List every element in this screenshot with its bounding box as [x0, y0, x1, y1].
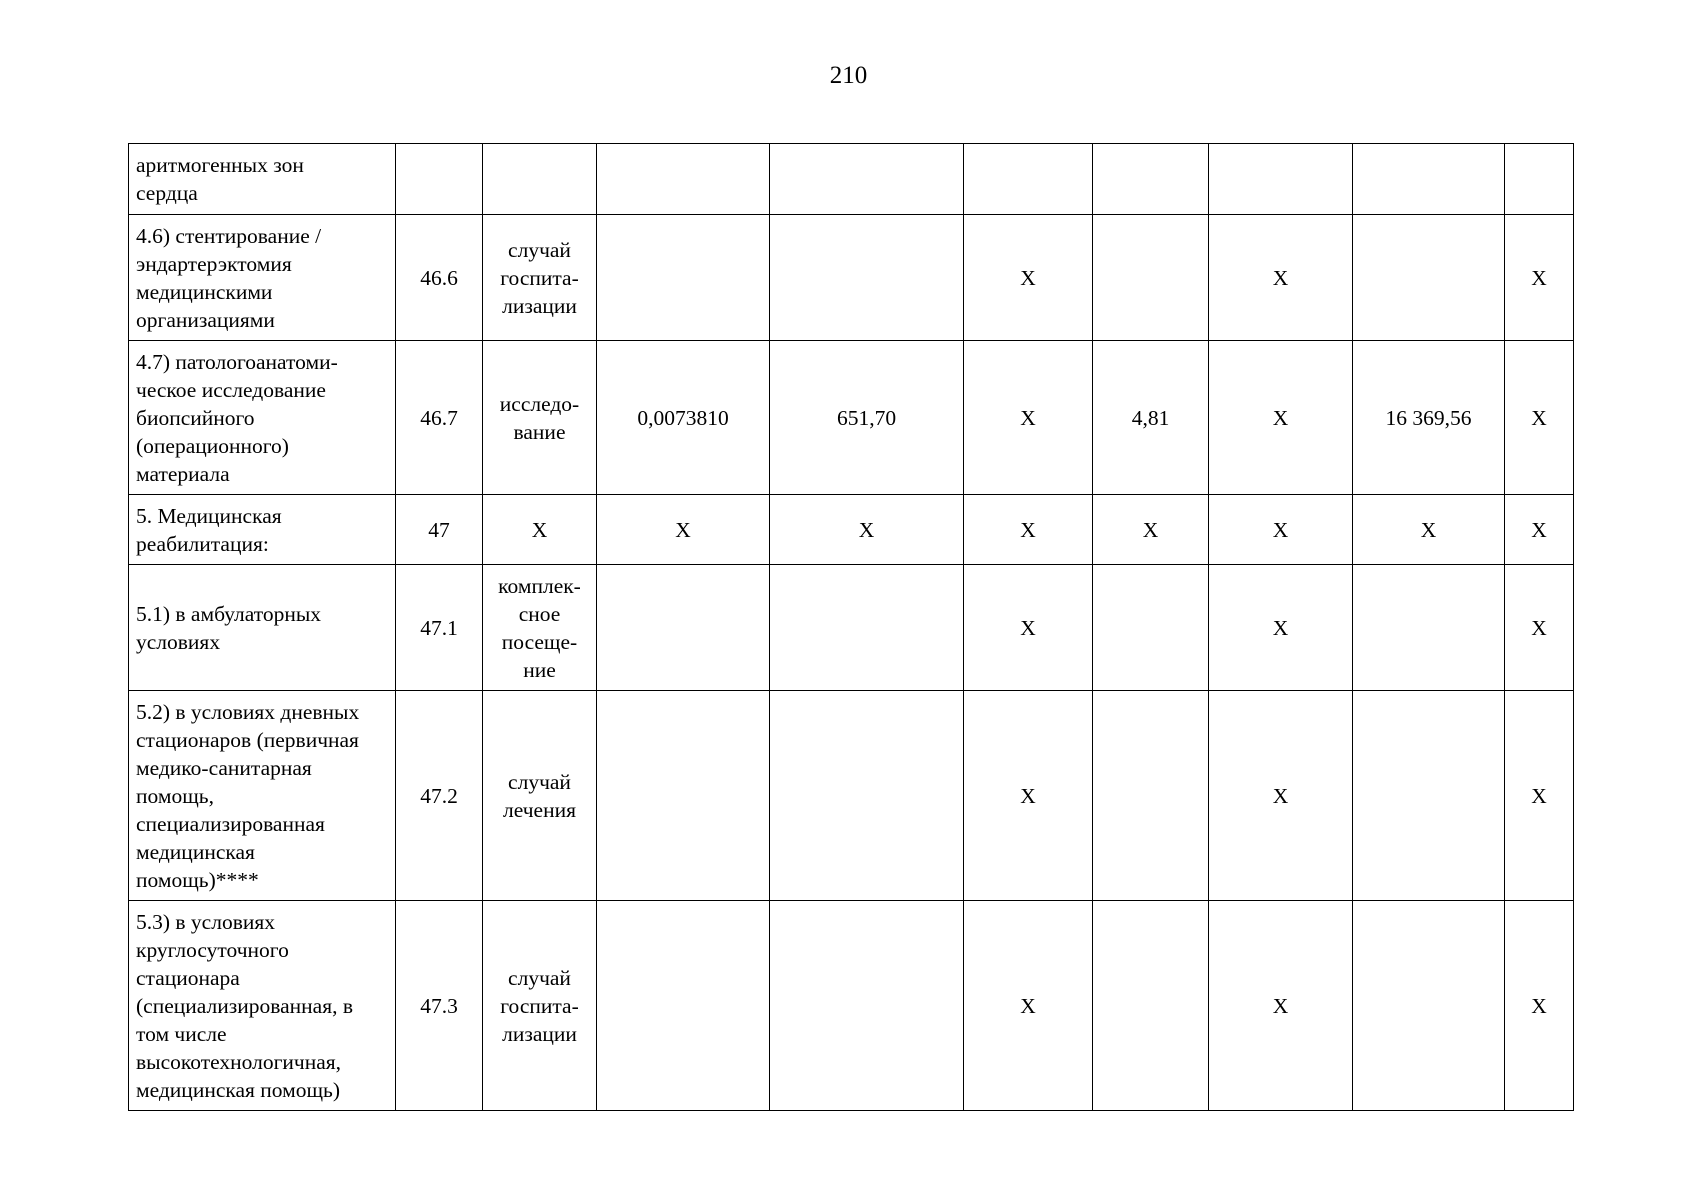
unit: X — [531, 517, 548, 542]
data-cell — [770, 901, 964, 1111]
data-cell — [1353, 901, 1505, 1111]
cell-value: X — [858, 517, 875, 542]
data-cell — [597, 901, 770, 1111]
cell-value: X — [1272, 783, 1289, 808]
row-name-cell — [129, 495, 396, 565]
data-cell — [1505, 565, 1574, 691]
unit-cell — [483, 691, 597, 901]
cell-value: X — [1531, 517, 1547, 542]
row-number-cell — [396, 691, 483, 901]
row-number: 46.7 — [420, 405, 458, 430]
unit-cell — [483, 144, 597, 215]
row-number-cell — [396, 215, 483, 341]
row-name-cell — [129, 901, 396, 1111]
data-cell — [1353, 215, 1505, 341]
table-row — [129, 144, 1574, 215]
cell-value: X — [1531, 615, 1547, 640]
cell-value: X — [1020, 265, 1036, 290]
cell-value: X — [1531, 265, 1547, 290]
data-cell — [964, 565, 1093, 691]
page-number: 210 — [829, 62, 868, 89]
unit: случай госпита- лизации — [500, 237, 579, 318]
data-cell — [1209, 901, 1353, 1111]
cell-value: X — [1142, 517, 1159, 542]
data-cell — [964, 144, 1093, 215]
data-cell — [597, 495, 770, 565]
data-cell — [1093, 144, 1209, 215]
data-cell — [597, 341, 770, 495]
row-name: 5.3) в условиях круглосуточного стационара (специализированная, в том числе высокотехнологичная, медицинская помощь) — [136, 909, 353, 1102]
unit: случай лечения — [503, 769, 576, 822]
data-cell — [964, 341, 1093, 495]
row-name-cell — [129, 565, 396, 691]
data-cell — [1505, 341, 1574, 495]
row-number: 47.1 — [420, 615, 458, 640]
cell-value: X — [1531, 783, 1547, 808]
cell-value: X — [675, 517, 691, 542]
row-number: 47 — [428, 517, 450, 542]
cell-value: X — [1272, 405, 1289, 430]
unit-cell — [483, 565, 597, 691]
data-cell — [770, 341, 964, 495]
norms-table — [128, 143, 1574, 1111]
data-cell — [1505, 215, 1574, 341]
data-cell — [1093, 215, 1209, 341]
data-cell — [1209, 495, 1353, 565]
unit: комплек- сное посеще- ние — [498, 573, 581, 682]
row-number-cell — [396, 144, 483, 215]
unit-cell — [483, 901, 597, 1111]
cell-value: X — [1020, 615, 1036, 640]
cell-value: 651,70 — [836, 405, 897, 430]
data-cell — [1353, 495, 1505, 565]
cell-value: X — [1420, 517, 1437, 542]
row-name: 5. Медицинская реабилитация: — [136, 503, 282, 556]
row-number-cell — [396, 495, 483, 565]
table-row — [129, 901, 1574, 1111]
data-cell — [597, 691, 770, 901]
data-cell — [964, 901, 1093, 1111]
cell-value: 16 369,56 — [1385, 405, 1472, 430]
cell-value: X — [1272, 615, 1289, 640]
data-cell — [1209, 341, 1353, 495]
row-name-cell — [129, 144, 396, 215]
unit-cell — [483, 215, 597, 341]
data-cell — [964, 215, 1093, 341]
data-cell — [1505, 691, 1574, 901]
unit: случай госпита- лизации — [500, 965, 579, 1046]
data-cell — [770, 691, 964, 901]
cell-value: X — [1020, 517, 1036, 542]
table-row — [129, 341, 1574, 495]
row-number-cell — [396, 901, 483, 1111]
cell-value: X — [1020, 783, 1036, 808]
data-cell — [1093, 901, 1209, 1111]
data-cell — [964, 495, 1093, 565]
data-cell — [1353, 691, 1505, 901]
row-name-cell — [129, 691, 396, 901]
data-cell — [1209, 215, 1353, 341]
cell-value: 4,81 — [1131, 405, 1170, 430]
data-cell — [1209, 144, 1353, 215]
data-cell — [1353, 341, 1505, 495]
data-cell — [1093, 691, 1209, 901]
row-number: 47.3 — [420, 993, 458, 1018]
data-cell — [770, 144, 964, 215]
cell-value: X — [1531, 993, 1547, 1018]
data-cell — [1209, 565, 1353, 691]
cell-value: X — [1531, 405, 1547, 430]
data-cell — [1505, 901, 1574, 1111]
data-cell — [1505, 144, 1574, 215]
cell-value: X — [1272, 517, 1289, 542]
data-cell — [1093, 565, 1209, 691]
cell-value: X — [1020, 405, 1036, 430]
row-name: 5.1) в амбулаторных условиях — [136, 601, 322, 654]
cell-value: 0,0073810 — [637, 405, 729, 430]
data-cell — [597, 565, 770, 691]
unit-cell — [483, 495, 597, 565]
row-number: 46.6 — [420, 265, 458, 290]
row-name-cell — [129, 215, 396, 341]
unit: исследо- вание — [499, 391, 580, 444]
unit-cell — [483, 341, 597, 495]
data-cell — [770, 215, 964, 341]
row-name: 5.2) в условиях дневных стационаров (первичная медико-санитарная помощь, специализированная медицинская помощь)**** — [136, 699, 360, 892]
row-name-cell — [129, 341, 396, 495]
row-number-cell — [396, 565, 483, 691]
row-name: 4.7) патологоанатоми- ческое исследование биопсийного (операционного) материала — [136, 349, 338, 486]
table-row — [129, 691, 1574, 901]
data-cell — [964, 691, 1093, 901]
row-number: 47.2 — [420, 783, 458, 808]
data-cell — [597, 144, 770, 215]
row-number-cell — [396, 341, 483, 495]
data-cell — [597, 215, 770, 341]
cell-value: X — [1020, 993, 1036, 1018]
data-cell — [1093, 341, 1209, 495]
data-cell — [1093, 495, 1209, 565]
table-row — [129, 215, 1574, 341]
cell-value: X — [1272, 993, 1289, 1018]
data-cell — [770, 565, 964, 691]
data-cell — [1505, 495, 1574, 565]
cell-value: X — [1272, 265, 1289, 290]
row-name: 4.6) стентирование / эндартерэктомия медицинскими организациями — [136, 223, 322, 332]
row-name: аритмогенных зон сердца — [136, 153, 304, 205]
data-cell — [1209, 691, 1353, 901]
data-cell — [1353, 144, 1505, 215]
table-row — [129, 495, 1574, 565]
table-row — [129, 565, 1574, 691]
data-cell — [770, 495, 964, 565]
data-cell — [1353, 565, 1505, 691]
